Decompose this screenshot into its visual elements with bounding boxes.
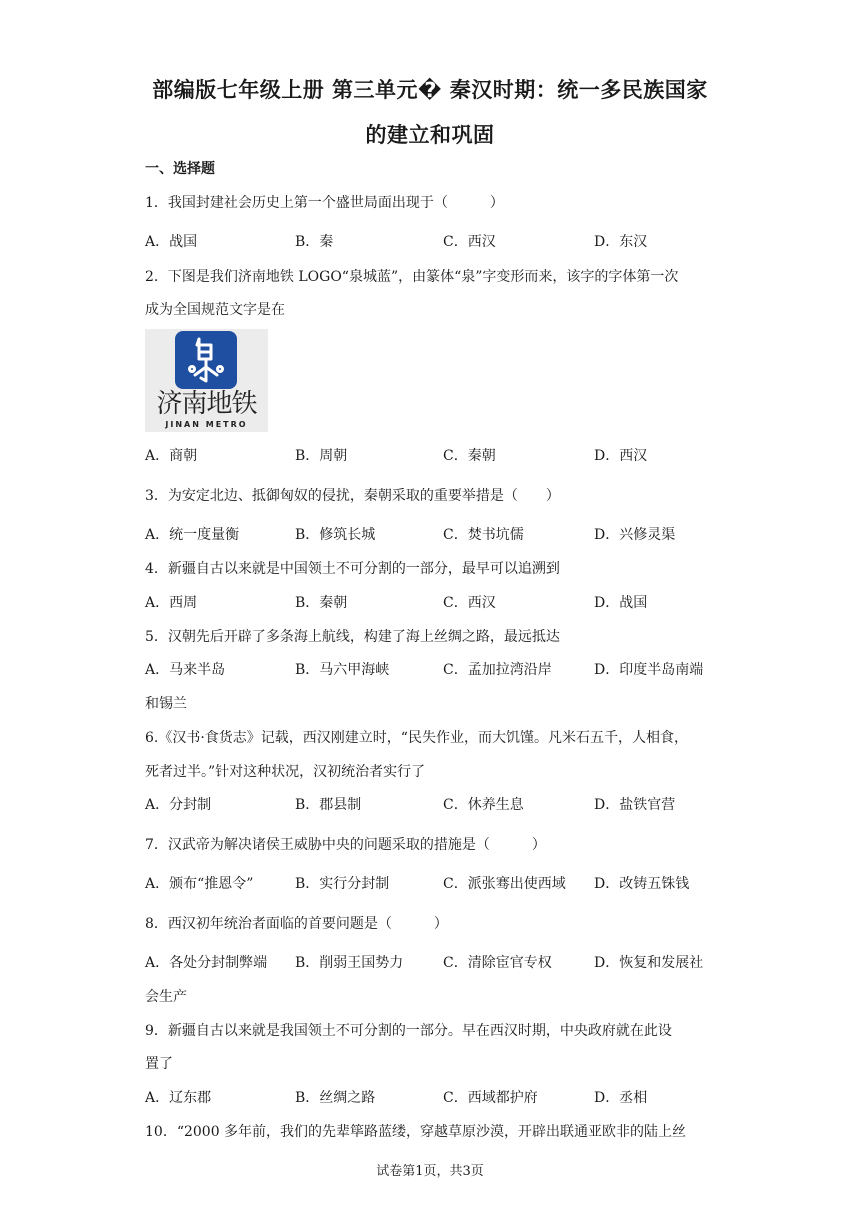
question-2-stem-2: 成为全国规范文字是在: [145, 302, 285, 318]
q4-option-a: A．西周: [145, 595, 198, 611]
q6-option-c: C．休养生息: [443, 797, 524, 813]
q3-option-a: A．统一度量衡: [145, 527, 240, 543]
q6-option-b: B．郡县制: [295, 797, 362, 813]
q4-option-d: D．战国: [594, 595, 648, 611]
q2-option-c: C．秦朝: [443, 448, 496, 464]
q7-option-b: B．实行分封制: [295, 876, 390, 892]
q5-option-b: B．马六甲海峡: [295, 662, 390, 678]
q6-option-d: D．盐铁官营: [594, 797, 676, 813]
question-6-stem-1: 6.《汉书·食货志》记载，西汉刚建立时，“民失作业，而大饥馑。凡米石五千，人相食，: [145, 730, 688, 746]
q5-option-a: A．马来半岛: [145, 662, 226, 678]
question-8-stem: 8．西汉初年统治者面临的首要问题是（ ）: [145, 916, 448, 932]
q5-option-c: C．孟加拉湾沿岸: [443, 662, 552, 678]
quan-character-icon: [175, 331, 237, 389]
q8-option-d-wrap: 会生产: [145, 989, 187, 1005]
q5-option-d: D．印度半岛南端: [594, 662, 704, 678]
section-heading: 一、选择题: [145, 161, 215, 177]
question-3-stem: 3．为安定北边、抵御匈奴的侵扰，秦朝采取的重要举措是（ ）: [145, 488, 560, 504]
q4-option-c: C．西汉: [443, 595, 496, 611]
question-6-stem-2: 死者过半。”针对这种状况，汉初统治者实行了: [145, 764, 426, 780]
page-footer: 试卷第1页，共3页: [376, 1164, 484, 1179]
page-title-line2: 的建立和巩固: [365, 123, 495, 147]
question-9-stem-1: 9．新疆自古以来就是我国领土不可分割的一部分。早在西汉时期，中央政府就在此设: [145, 1023, 672, 1039]
q3-option-c: C．焚书坑儒: [443, 527, 524, 543]
q8-option-b: B．削弱王国势力: [295, 955, 404, 971]
question-7-stem: 7．汉武帝为解决诸侯王威胁中央的问题采取的措施是（ ）: [145, 837, 546, 853]
q3-option-b: B．修筑长城: [295, 527, 376, 543]
q1-option-a: A．战国: [145, 234, 198, 250]
q9-option-d: D．丞相: [594, 1090, 648, 1106]
logo-english-text: JINAN METRO: [165, 420, 248, 429]
q7-option-c: C．派张骞出使西域: [443, 876, 566, 892]
q7-option-d: D．改铸五铢钱: [594, 876, 690, 892]
q2-option-a: A．商朝: [145, 448, 198, 464]
q2-option-b: B．周朝: [295, 448, 348, 464]
q1-option-c: C．西汉: [443, 234, 496, 250]
question-9-stem-2: 置了: [145, 1056, 173, 1072]
page-title-line1: 部编版七年级上册 第三单元� 秦汉时期：统一多民族国家: [152, 78, 708, 102]
q1-option-b: B．秦: [295, 234, 334, 250]
q4-option-b: B．秦朝: [295, 595, 348, 611]
jinan-metro-logo: [145, 329, 268, 432]
q9-option-b: B．丝绸之路: [295, 1090, 376, 1106]
q9-option-c: C．西域都护府: [443, 1090, 538, 1106]
q7-option-a: A．颁布“推恩令”: [145, 876, 254, 892]
logo-chinese-text: 济南地铁: [156, 389, 257, 419]
q8-option-d: D．恢复和发展社: [594, 955, 704, 971]
q2-option-d: D．西汉: [594, 448, 648, 464]
q6-option-a: A．分封制: [145, 797, 212, 813]
q1-option-d: D．东汉: [594, 234, 648, 250]
question-5-stem: 5．汉朝先后开辟了多条海上航线，构建了海上丝绸之路，最远抵达: [145, 629, 560, 645]
question-1-stem: 1．我国封建社会历史上第一个盛世局面出现于（ ）: [145, 195, 504, 211]
question-10-stem: 10．“2000 多年前，我们的先辈筚路蓝缕，穿越草原沙漠，开辟出联通亚欧非的陆上丝: [145, 1124, 687, 1140]
q9-option-a: A．辽东郡: [145, 1090, 212, 1106]
question-2-stem-1: 2．下图是我们济南地铁 LOGO“泉城蓝”，由篆体“泉”字变形而来，该字的字体第一次: [145, 269, 679, 285]
q3-option-d: D．兴修灵渠: [594, 527, 676, 543]
q8-option-c: C．清除宦官专权: [443, 955, 552, 971]
q8-option-a: A．各处分封制弊端: [145, 955, 268, 971]
q5-option-d-wrap: 和锡兰: [145, 696, 187, 712]
question-4-stem: 4．新疆自古以来就是中国领土不可分割的一部分，最早可以追溯到: [145, 561, 560, 577]
